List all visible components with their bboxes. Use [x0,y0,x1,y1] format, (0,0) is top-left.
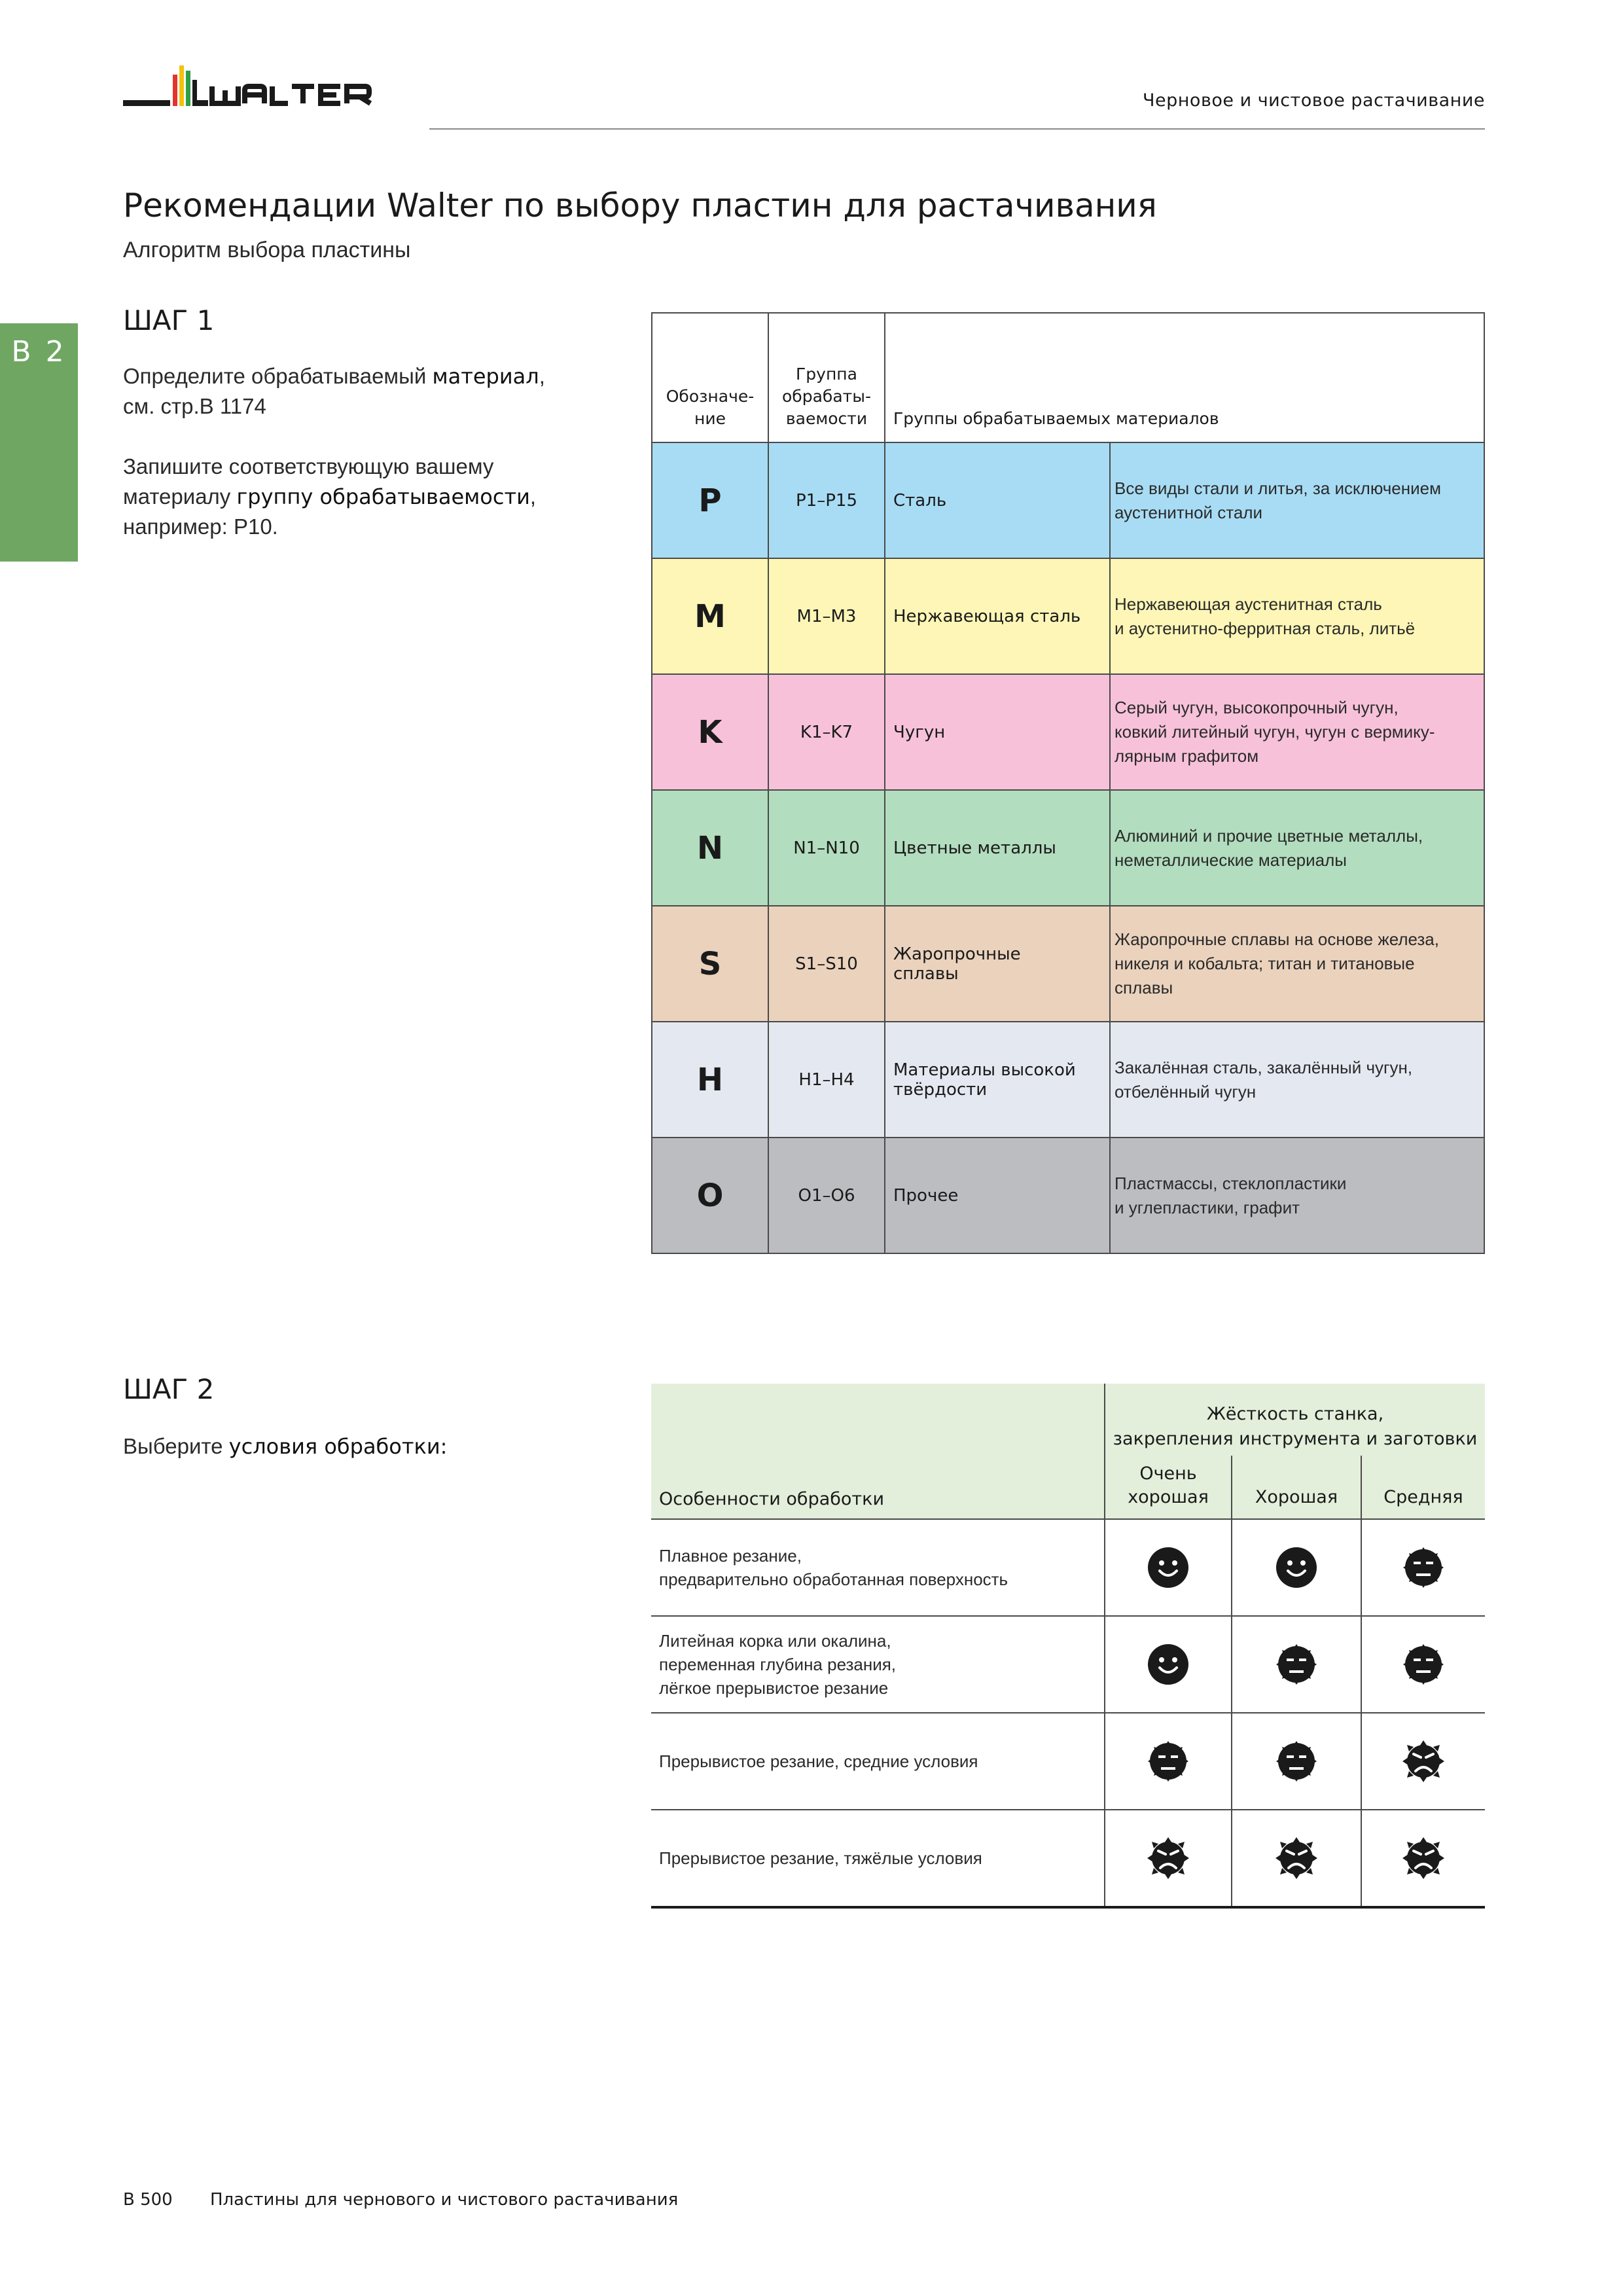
header-group-line1: Группа [796,365,857,384]
machining-feature [651,1616,1105,1713]
rating-cell [1361,1519,1485,1616]
rating-cell [1232,1713,1361,1810]
machining-feature [651,1519,1105,1616]
header-material-groups: Группы обрабатываемых материалов [885,313,1484,442]
header-very-good [1105,1456,1232,1519]
material-description-line: лярным графитом [1115,746,1259,766]
table-row [651,1616,1485,1713]
machinability-range: M1–M3 [768,558,885,674]
rating-cell [1232,1519,1361,1616]
material-code [652,906,768,1022]
material-description-line: аустенитной стали [1115,502,1263,522]
material-description-line: и углепластики, графит [1115,1197,1300,1217]
rating-cell [1361,1616,1485,1713]
machinability-range: S1–S10 [768,906,885,1022]
step1-p2-emphasis: группу обрабатываемости [236,484,530,509]
header-medium [1361,1456,1485,1519]
material-description-line: ковкий литейный чугун, чугун с вермику- [1115,722,1435,742]
neutral-face-icon [1275,1740,1318,1783]
table-row [652,1022,1484,1138]
chapter-tab-label: B 2 [11,335,67,368]
step2-emphasis: условия обработки: [228,1434,448,1459]
machining-feature-line: Прерывистое резание, тяжёлые условия [659,1848,982,1868]
material-group-line: твёрдости [893,1079,988,1100]
rating-cell [1232,1810,1361,1907]
table-row [652,906,1484,1022]
material-code [652,1022,768,1138]
smiling-face-icon [1147,1643,1190,1686]
material-group [885,906,1110,1022]
rating-cell [1361,1713,1485,1810]
material-description-line: отбелённый чугун [1115,1081,1257,1102]
header-rigidity-line1: Жёсткость станка, [1206,1404,1384,1424]
material-description [1110,558,1484,674]
material-group [885,558,1110,674]
table-row [651,1713,1485,1810]
section-title: Черновое и чистовое растачивание [1143,90,1485,111]
header-rigidity-line2: закрепления инструмента и заготовки [1113,1429,1478,1449]
step1-p2-punct: , [529,484,537,509]
material-description [1110,906,1484,1022]
material-description-line: Пластмассы, стеклопластики [1115,1173,1347,1193]
material-code-letter: O [696,1177,724,1214]
machining-conditions-table [651,1384,1485,1909]
material-code [652,1138,768,1253]
rating-cell [1361,1810,1485,1907]
rating-cell [1105,1810,1232,1907]
neutral-face-icon [1275,1643,1318,1686]
step1-paragraph-1 [123,361,594,422]
table-row [652,558,1484,674]
rating-cell [1105,1519,1232,1616]
step1-p1-emphasis: материал [432,364,539,389]
header-group-line2: обрабаты- [782,387,871,406]
machining-feature-line: переменная глубина резания, [659,1655,897,1674]
material-code-letter: K [698,713,722,751]
material-description-line: и аустенитно-ферритная сталь, литьё [1115,618,1416,638]
header-machinability-group [768,313,885,442]
material-group-line: Цветные металлы [893,838,1056,858]
machining-feature-line: Прерывистое резание, средние условия [659,1751,978,1771]
header-machining-features: Особенности обработки [651,1384,1105,1519]
material-description-line: Нержавеющая аустенитная сталь [1115,594,1382,614]
material-code-letter: N [696,829,724,867]
material-group-line: Прочее [893,1185,959,1206]
table-row [651,1519,1485,1616]
rating-cell [1232,1616,1361,1713]
header-medium-label: Средняя [1383,1487,1463,1507]
frowning-face-icon [1147,1837,1190,1880]
material-code-letter: S [698,945,722,982]
header-very-good-line2: хорошая [1128,1487,1209,1507]
machinability-range: H1–H4 [768,1022,885,1138]
material-description-line: никеля и кобальта; титан и титановые [1115,954,1415,973]
material-description [1110,1022,1484,1138]
machinability-range: O1–O6 [768,1138,885,1253]
material-description-line: неметаллические материалы [1115,850,1347,870]
material-description-line: сплавы [1115,978,1173,997]
step2-text: Выберите [123,1434,229,1458]
material-group-line: Жаропрочные [893,944,1021,964]
smiling-face-icon [1275,1546,1318,1589]
material-group-line: Сталь [893,490,947,511]
material-group [885,1138,1110,1253]
header-very-good-line1: Очень [1139,1463,1197,1484]
material-description-line: Жаропрочные сплавы на основе железа, [1115,929,1439,949]
machinability-range: N1–N10 [768,790,885,906]
table-row [652,1138,1484,1253]
machining-feature-line: предварительно обработанная поверхность [659,1570,1008,1589]
material-description-line: Закалённая сталь, закалённый чугун, [1115,1057,1413,1077]
material-code [652,442,768,558]
material-group-line: Нержавеющая сталь [893,606,1081,626]
header-designation-line2: ние [694,409,726,428]
machining-feature [651,1713,1105,1810]
material-code [652,790,768,906]
header-group-line3: ваемости [785,409,868,428]
smiling-face-icon [1147,1546,1190,1589]
walter-logo [123,60,398,132]
step2-heading: ШАГ 2 [123,1373,215,1405]
material-group [885,1022,1110,1138]
material-code [652,558,768,674]
header-divider [429,128,1485,130]
page-number: B 500 [123,2190,173,2210]
table-row [652,790,1484,906]
table-header-row [652,313,1484,442]
material-description [1110,790,1484,906]
material-description-line: Серый чугун, высокопрочный чугун, [1115,698,1399,717]
material-group [885,790,1110,906]
material-code-letter: M [694,598,726,635]
material-code-letter: P [698,482,722,519]
rating-cell [1105,1713,1232,1810]
material-group [885,674,1110,790]
material-groups-table [651,312,1485,1254]
step1-p1-reference: см. стр.B 1174 [123,394,266,418]
material-group-line: Чугун [893,722,946,742]
material-group [885,442,1110,558]
machining-feature-line: лёгкое прерывистое резание [659,1678,889,1698]
page-subtitle: Алгоритм выбора пластины [123,238,411,262]
neutral-face-icon [1147,1740,1190,1783]
material-code-letter: H [696,1061,724,1098]
frowning-face-icon [1275,1837,1318,1880]
frowning-face-icon [1402,1740,1445,1783]
header-designation-line1: Обозначе- [666,387,755,406]
material-description [1110,442,1484,558]
neutral-face-icon [1402,1643,1445,1686]
material-group-line: Материалы высокой [893,1060,1076,1080]
step1-paragraph-2 [123,452,594,542]
header-good-label: Хорошая [1255,1487,1338,1507]
machining-feature-line: Литейная корка или окалина, [659,1631,891,1651]
step1-heading: ШАГ 1 [123,304,215,336]
neutral-face-icon [1402,1546,1445,1589]
header-designation [652,313,768,442]
material-description-line: Алюминий и прочие цветные металлы, [1115,825,1423,846]
machinability-range: K1–K7 [768,674,885,790]
step1-p2-text: материалу [123,484,237,509]
step1-p2-example: например: P10. [123,514,278,539]
rating-cell [1105,1616,1232,1713]
frowning-face-icon [1402,1837,1445,1880]
material-description [1110,674,1484,790]
machining-feature-line: Плавное резание, [659,1546,802,1566]
header-rigidity [1105,1384,1485,1456]
page-title: Рекомендации Walter по выбору пластин для растачивания [123,187,1157,224]
header-good [1232,1456,1361,1519]
material-group-line: сплавы [893,963,959,984]
step1-p1-punct: , [539,364,545,388]
material-description [1110,1138,1484,1253]
table-row [652,442,1484,558]
step1-p2-line1: Запишите соответствующую вашему [123,454,494,478]
material-code [652,674,768,790]
table-row [651,1810,1485,1907]
machinability-range: P1–P15 [768,442,885,558]
step1-p1-text: Определите обрабатываемый [123,364,433,388]
step2-paragraph [123,1431,594,1462]
footer-title: Пластины для чернового и чистового растачивания [210,2190,679,2210]
table-row [652,674,1484,790]
material-description-line: Все виды стали и литья, за исключением [1115,478,1441,498]
machining-feature [651,1810,1105,1907]
